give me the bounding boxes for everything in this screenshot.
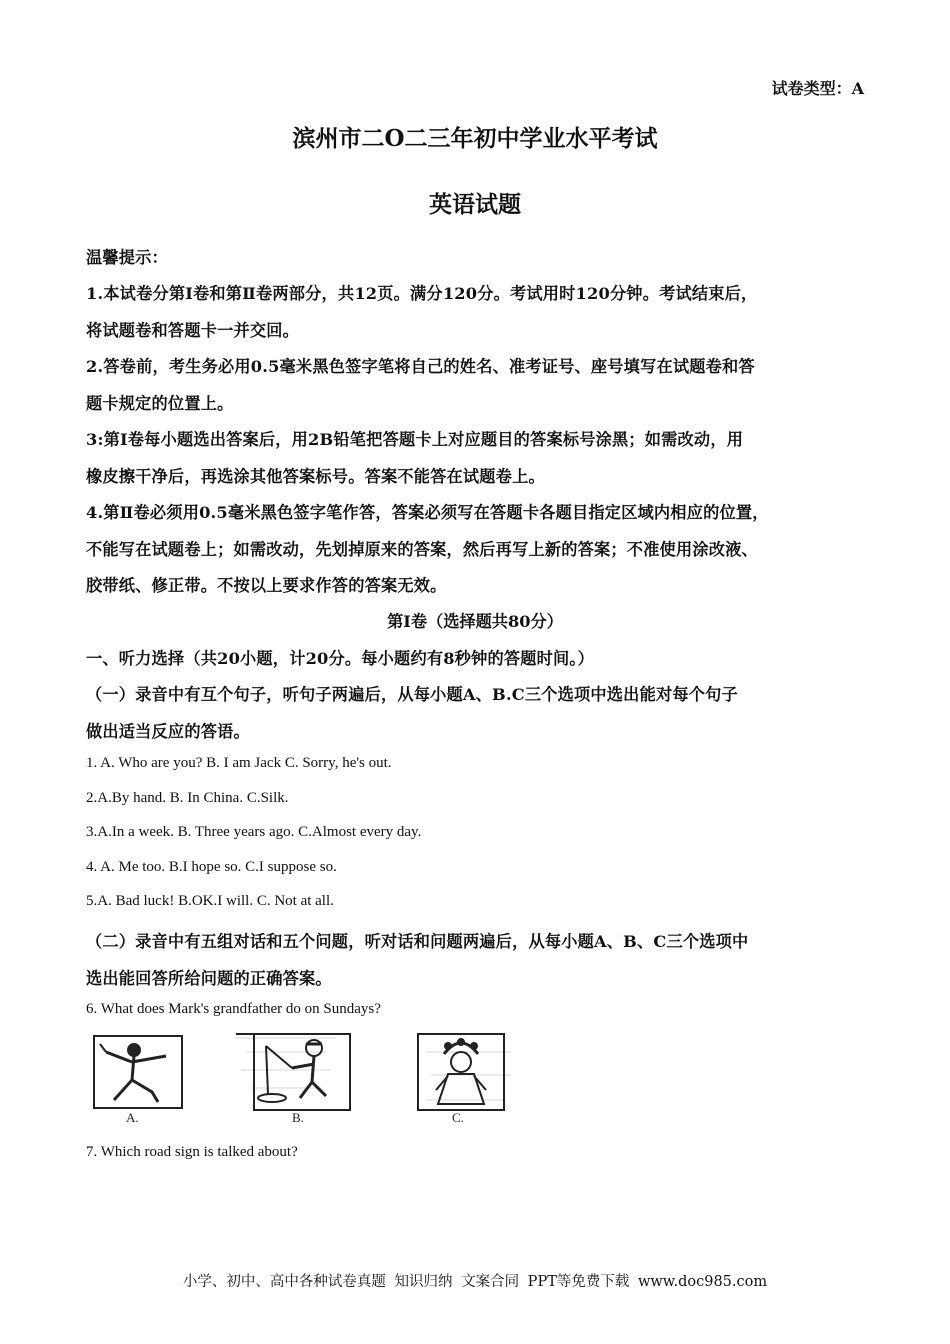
question-3: 3.A.In a week. B. Three years ago. C.Almost every day. [86,824,422,840]
notice-line: 2.答卷前，考生务必用0.5毫米黑色签字笔将自己的姓名、准考证号、座号填写在试题卷和答 [86,357,755,376]
exam-subtitle: 英语试题 [429,191,521,218]
question-4: 4. A. Me too. B.I hope so. C.I suppose so. [86,859,337,875]
notice-line: 4.第Ⅱ卷必须用0.5毫米黑色签字笔作答，答案必须写在答题卡各题目指定区域内相应的位置， [86,503,769,522]
notice-line: 橡皮擦干净后，再选涂其他答案标号。答案不能答在试题卷上。 [86,467,545,486]
notice-line: 不能写在试题卷上；如需改动，先划掉原来的答案，然后再写上新的答案；不准使用涂改液、 [86,540,758,559]
section1-heading: 一、听力选择（共20小题，计20分。每小题约有8秒钟的答题时间。） [86,649,595,668]
question-2: 2.A.By hand. B. In China. C.Silk. [86,790,289,806]
subsection1-instruction-cont: 做出适当反应的答语。 [86,722,250,741]
question-7: 7. Which road sign is talked about? [86,1144,298,1160]
page-footer: 小学、初中、高中各种试卷真题 知识归纳 文案合同 PPT等免费下载 www.doc985.com [182,1274,768,1290]
option-c-label: C. [452,1110,464,1125]
subsection2-instruction: （二）录音中有五组对话和五个问题，听对话和问题两遍后，从每小题A、B、C三个选项中 [86,932,749,951]
tai-chi-picture [94,1036,182,1108]
exam-title: 滨州市二O二三年初中学业水平考试 [292,125,658,152]
option-b-label: B. [292,1110,304,1125]
option-a-label: A. [126,1110,139,1125]
question-1: 1. A. Who are you? B. I am Jack C. Sorry, he's out. [86,755,392,771]
paper-type-label: 试卷类型：A [771,79,864,98]
subsection1-instruction: （一）录音中有互个句子，听句子两遍后，从每小题A、B.C三个选项中选出能对每个句子 [86,685,738,704]
opera-picture [418,1034,504,1110]
notice-line: 题卡规定的位置上。 [86,394,234,413]
subsection2-instruction-cont: 选出能回答所给问题的正确答案。 [86,969,332,988]
notice-line: 1.本试卷分第I卷和第Ⅱ卷两部分，共12页。满分120分。考试用时120分钟。考试结束后， [86,284,758,303]
notice-line: 将试题卷和答题卡一并交回。 [86,321,300,340]
notice-heading: 温馨提示： [86,248,168,267]
question-6: 6. What does Mark's grandfather do on Sundays? [86,1001,381,1017]
notice-line: 3:第Ⅰ卷每小题选出答案后，用2B铅笔把答题卡上对应题目的答案标号涂黑；如需改动，用 [86,430,744,449]
part1-heading: 第Ⅰ卷（选择题共80分） [387,612,563,631]
fishing-picture [236,1034,350,1110]
question-5: 5.A. Bad luck! B.OK.I will. C. Not at all. [86,893,334,909]
question-6-pictures [86,1030,516,1130]
notice-line: 胶带纸、修正带。不按以上要求作答的答案无效。 [86,576,447,595]
